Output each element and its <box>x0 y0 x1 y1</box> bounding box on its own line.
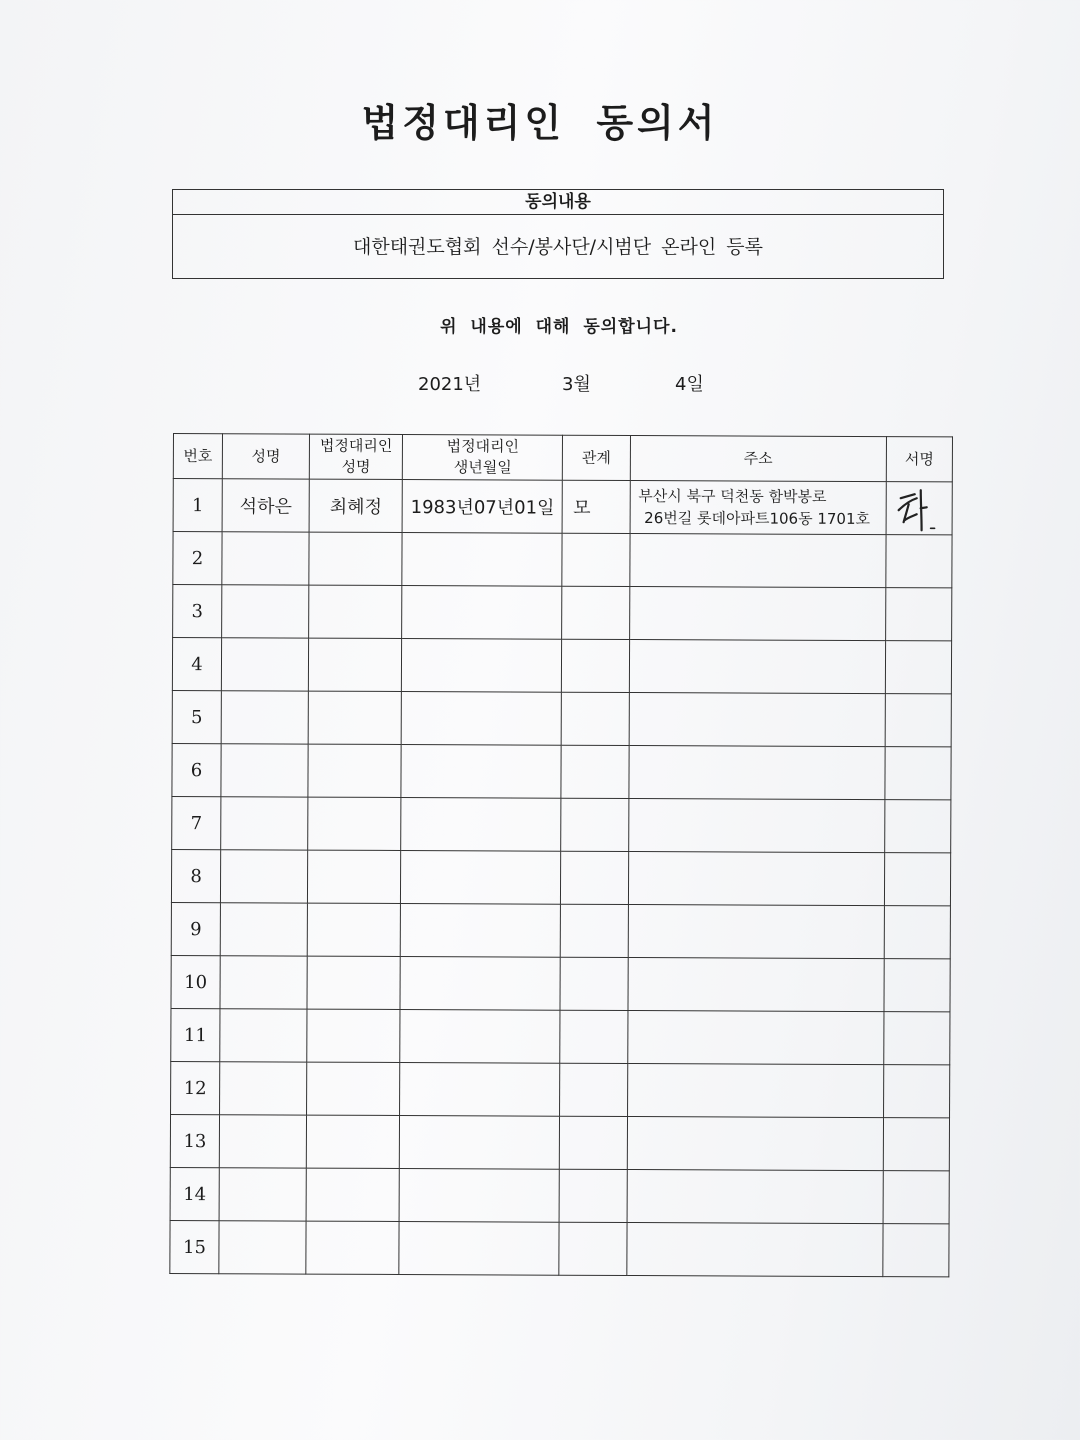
header-guardian-name-line2: 성명 <box>341 457 371 476</box>
guardian-name[interactable] <box>309 532 402 585</box>
guardian-name[interactable] <box>306 1168 399 1221</box>
table-row <box>171 902 950 958</box>
consent-content: 대한태권도협회 선수/봉사단/시범단 온라인 등록 <box>352 236 763 258</box>
signature-cell[interactable] <box>883 1224 949 1277</box>
row-number: 8 <box>171 849 220 902</box>
row-number: 1 <box>173 479 222 532</box>
guardian-birth[interactable] <box>401 692 561 746</box>
row-number: 10 <box>171 955 220 1008</box>
student-name[interactable] <box>221 691 308 744</box>
address[interactable] <box>628 851 885 905</box>
signature-cell[interactable] <box>885 747 951 800</box>
header-signature: 서명 <box>886 437 952 482</box>
guardian-name[interactable] <box>306 1115 399 1168</box>
guardian-table <box>169 433 953 1277</box>
address-line1: 부산시 북구 덕천동 함박봉로 <box>638 487 827 506</box>
table-row <box>172 796 951 852</box>
student-name[interactable] <box>219 1221 306 1274</box>
row-number: 3 <box>173 585 222 638</box>
row-number: 7 <box>172 796 221 849</box>
header-no: 번호 <box>173 434 222 479</box>
address[interactable] <box>628 745 885 799</box>
table-row <box>173 585 952 641</box>
address[interactable] <box>629 533 886 587</box>
address[interactable] <box>629 586 886 640</box>
signature-cell[interactable] <box>885 588 951 641</box>
student-name[interactable] <box>221 850 308 903</box>
student-name[interactable] <box>220 1062 307 1115</box>
header-relation: 관계 <box>563 435 630 480</box>
signature-cell[interactable] <box>883 1118 949 1171</box>
relation[interactable] <box>562 639 629 692</box>
guardian-birth[interactable] <box>402 586 562 640</box>
table-row <box>172 743 951 799</box>
guardian-birth[interactable] <box>402 639 562 693</box>
signature-cell[interactable] <box>884 959 950 1012</box>
table-row <box>171 1008 950 1064</box>
table-row <box>171 955 950 1011</box>
relation[interactable] <box>560 1116 627 1169</box>
address[interactable] <box>627 1010 884 1064</box>
address[interactable] <box>628 798 885 852</box>
row-number: 2 <box>173 532 222 585</box>
guardian-name[interactable] <box>309 638 402 691</box>
relation[interactable] <box>561 904 628 957</box>
guardian-name[interactable] <box>309 585 402 638</box>
handwritten-signature <box>890 484 950 534</box>
signature-cell[interactable] <box>884 1012 950 1065</box>
signature-cell[interactable] <box>885 641 951 694</box>
guardian-name[interactable] <box>307 1062 400 1115</box>
row-number: 6 <box>172 743 221 796</box>
consent-box <box>172 189 944 279</box>
student-name[interactable] <box>220 956 307 1009</box>
table-row <box>173 532 952 588</box>
guardian-birth[interactable] <box>401 850 561 904</box>
guardian-name[interactable] <box>308 691 401 744</box>
guardian-birth[interactable] <box>400 1115 560 1169</box>
table-row <box>171 1061 950 1117</box>
guardian-birth[interactable] <box>401 744 561 798</box>
header-guardian-birth-line2: 생년월일 <box>453 458 512 477</box>
guardian-name[interactable] <box>306 1221 399 1274</box>
header-guardian-name <box>309 434 402 479</box>
table-header-row <box>173 434 952 482</box>
header-name: 성명 <box>222 434 309 479</box>
student-name[interactable] <box>221 638 308 691</box>
relation[interactable] <box>561 745 628 798</box>
row-number: 13 <box>170 1114 219 1167</box>
relation[interactable] <box>559 1222 626 1275</box>
guardian-birth[interactable] <box>400 903 560 957</box>
student-name[interactable] <box>220 1009 307 1062</box>
relation[interactable] <box>562 533 629 586</box>
relation: 모 <box>563 480 630 533</box>
guardian-birth[interactable] <box>400 1009 560 1063</box>
consent-header: 동의내용 <box>173 190 943 215</box>
guardian-birth[interactable] <box>399 1221 559 1275</box>
student-name[interactable] <box>219 1115 306 1168</box>
student-name[interactable] <box>222 585 309 638</box>
guardian-name: 최혜정 <box>309 479 402 532</box>
student-name[interactable] <box>220 903 307 956</box>
header-guardian-birth-line1: 법정대리인 <box>446 437 520 456</box>
address[interactable] <box>626 1222 883 1276</box>
table-row <box>172 638 951 694</box>
address[interactable] <box>627 1063 884 1117</box>
date-year: 2021년 <box>418 374 482 395</box>
student-name: 석하은 <box>222 479 309 532</box>
guardian-birth[interactable] <box>401 797 561 851</box>
row-number: 4 <box>172 638 221 691</box>
row-number: 14 <box>170 1167 219 1220</box>
table-row <box>171 849 950 905</box>
row-number: 12 <box>171 1061 220 1114</box>
guardian-birth[interactable] <box>402 533 562 587</box>
table-row <box>170 1167 949 1223</box>
address[interactable] <box>627 1169 884 1223</box>
signature-cell[interactable] <box>884 853 950 906</box>
signature-cell[interactable] <box>883 1171 949 1224</box>
signature-cell[interactable] <box>886 535 952 588</box>
header-address: 주소 <box>630 435 887 481</box>
header-guardian-birth <box>403 435 563 481</box>
guardian-birth[interactable] <box>400 956 560 1010</box>
header-guardian-name-line1: 법정대리인 <box>319 436 393 455</box>
table-row <box>172 690 951 746</box>
guardian-birth[interactable] <box>399 1168 559 1222</box>
relation[interactable] <box>560 1010 627 1063</box>
relation[interactable] <box>561 851 628 904</box>
guardian-birth[interactable] <box>400 1062 560 1116</box>
signature-cell[interactable] <box>884 906 950 959</box>
relation[interactable] <box>560 1063 627 1116</box>
row-number: 11 <box>171 1008 220 1061</box>
address[interactable] <box>629 639 886 693</box>
address-line2: 26번길 롯데아파트106동 1701호 <box>644 509 871 529</box>
table-row <box>173 479 952 535</box>
address <box>630 480 887 534</box>
guardian-name[interactable] <box>308 797 401 850</box>
signature-cell[interactable] <box>883 1065 949 1118</box>
guardian-birth: 1983년07년01일 <box>402 480 562 534</box>
date-day: 4일 <box>675 374 704 395</box>
row-number: 9 <box>171 902 220 955</box>
guardian-name[interactable] <box>308 850 401 903</box>
relation[interactable] <box>561 798 628 851</box>
relation[interactable] <box>562 692 629 745</box>
signature-cell[interactable] <box>885 694 951 747</box>
signature-cell <box>886 482 952 535</box>
address[interactable] <box>629 692 886 746</box>
address[interactable] <box>628 957 885 1011</box>
agreement-text: 위 내용에 대해 동의합니다. <box>440 317 678 337</box>
table-row <box>170 1114 949 1170</box>
guardian-name[interactable] <box>308 744 401 797</box>
page-title: 법정대리인 동의서 <box>361 101 719 145</box>
signature-cell[interactable] <box>885 800 951 853</box>
student-name[interactable] <box>221 744 308 797</box>
relation[interactable] <box>560 957 627 1010</box>
address[interactable] <box>627 1116 884 1170</box>
student-name[interactable] <box>221 797 308 850</box>
table-row <box>170 1220 949 1276</box>
date-month: 3월 <box>562 374 591 395</box>
address[interactable] <box>628 904 885 958</box>
guardian-name[interactable] <box>307 956 400 1009</box>
row-number: 15 <box>170 1220 219 1273</box>
student-name[interactable] <box>219 1168 306 1221</box>
student-name[interactable] <box>222 532 309 585</box>
relation[interactable] <box>560 1169 627 1222</box>
guardian-name[interactable] <box>307 903 400 956</box>
relation[interactable] <box>562 586 629 639</box>
row-number: 5 <box>172 690 221 743</box>
guardian-name[interactable] <box>307 1009 400 1062</box>
